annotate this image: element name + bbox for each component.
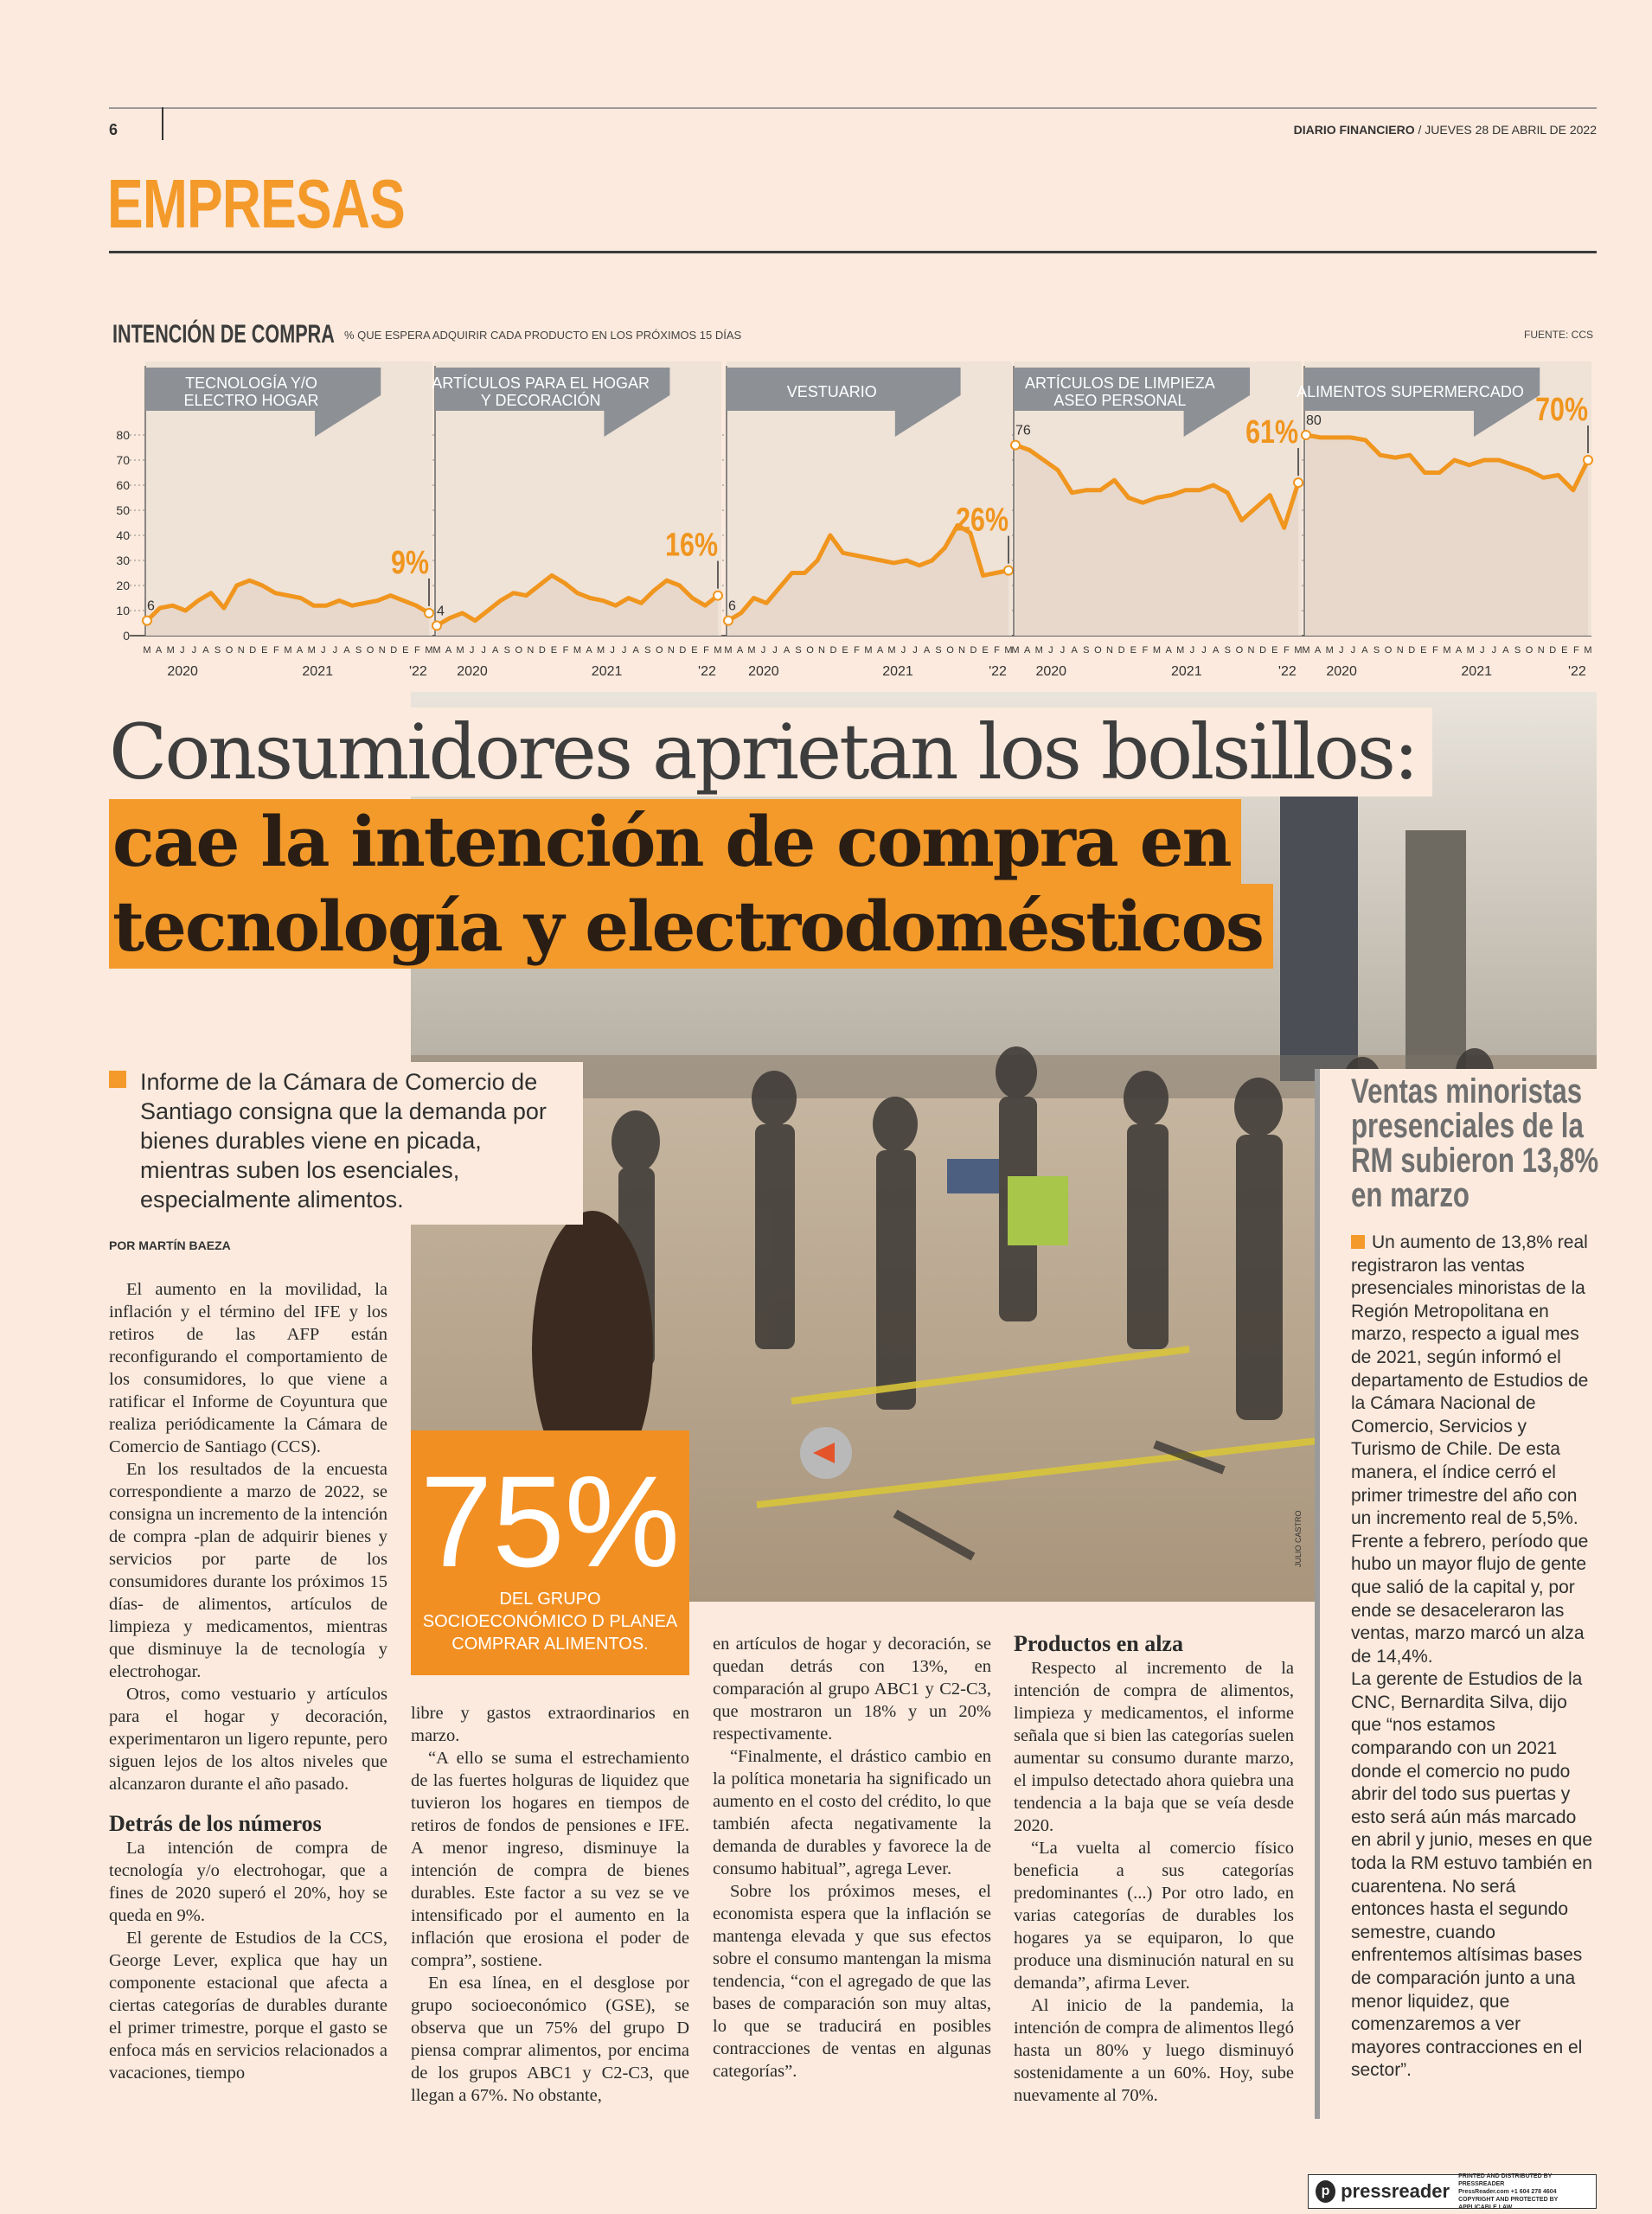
month-tick-label: A xyxy=(736,645,744,656)
year-tick-label: 2021 xyxy=(302,664,333,679)
pressreader-footer xyxy=(1308,2174,1597,2209)
month-tick-label: N xyxy=(818,645,825,656)
month-tick-label: J xyxy=(1048,645,1053,656)
year-tick-label: 2020 xyxy=(748,664,779,679)
purchase-intention-chart xyxy=(0,342,1652,688)
month-tick-label: A xyxy=(202,645,209,656)
month-tick-label: M xyxy=(1176,645,1185,656)
sidebar-paragraph xyxy=(1351,1232,1593,1668)
month-tick-label: M xyxy=(1584,645,1592,656)
start-point xyxy=(432,621,441,630)
month-tick-label: S xyxy=(214,645,221,656)
month-tick-label: A xyxy=(876,645,884,656)
month-tick-label: M xyxy=(573,645,582,656)
month-tick-label: S xyxy=(1514,645,1521,656)
end-point xyxy=(714,592,722,600)
month-tick-label: J xyxy=(180,645,185,656)
masthead xyxy=(1294,123,1597,137)
chart-source: FUENTE: CCS xyxy=(1524,329,1594,341)
month-tick-label: J xyxy=(321,645,326,656)
month-tick-label: D xyxy=(1549,645,1557,656)
notice-line: COPYRIGHT AND PROTECTED BY APPLICABLE LAW xyxy=(1458,2196,1559,2211)
month-tick-label: O xyxy=(656,645,663,656)
month-tick-label: J xyxy=(1189,645,1195,656)
month-tick-label: E xyxy=(402,645,409,656)
month-tick-label: A xyxy=(923,645,931,656)
chart-title: INTENCIÓN DE COMPRA xyxy=(112,320,335,349)
month-tick-label: M xyxy=(1325,645,1334,656)
month-tick-label: N xyxy=(1537,645,1545,656)
month-tick-label: M xyxy=(864,645,873,656)
subheading: Productos en alza xyxy=(1014,1631,1183,1656)
month-tick-label: F xyxy=(1432,645,1438,656)
month-tick-label: M xyxy=(425,645,433,656)
month-tick-label: N xyxy=(1247,645,1255,656)
paragraph: “Finalmente, el drástico cambio en la política monetaria ha significado un aumento en el costo del crédito, lo que también afecta negativamente la demanda de durables y favorece la de consumo habitual”, agrega Lever. xyxy=(713,1747,991,1878)
sidebar-body xyxy=(1351,1232,1593,2083)
highlight-text: DEL GRUPO SOCIOECONÓMICO D PLANEA COMPRAR ALIMENTOS. xyxy=(422,1590,678,1654)
end-point xyxy=(1294,478,1303,487)
y-tick-label: 70 xyxy=(116,453,130,467)
highlight-box xyxy=(411,1430,689,1675)
month-tick-label: J xyxy=(760,645,766,656)
month-tick-label: S xyxy=(1224,645,1231,656)
month-tick-label: M xyxy=(284,645,292,656)
month-tick-label: S xyxy=(795,645,802,656)
sidebar-paragraph: La gerente de Estudios de la CNC, Bernardita Silva, dijo que “nos estamos comparando con un 2021 donde el comercio no pudo abrir del todo sus puertas y esto será aún más marcado en abril y junio, meses en que toda la RM estuvo también en cuarentena. No será entonces hasta el segundo semestre, cuando enfrentemos altísimas bases de comparación junto a una menor liquidez, que comenzaremos a ver mayores contracciones en el sector”. xyxy=(1351,1669,1592,2081)
month-tick-label: A xyxy=(492,645,499,656)
end-point xyxy=(425,609,433,617)
year-tick-label: 2020 xyxy=(457,664,488,679)
paragraph: libre y gastos extraordinarios en marzo. xyxy=(411,1704,689,1745)
month-tick-label: E xyxy=(982,645,989,656)
month-tick-label: M xyxy=(307,645,316,656)
start-point xyxy=(1302,431,1310,439)
month-tick-label: F xyxy=(1573,645,1579,656)
month-tick-label: F xyxy=(562,645,569,656)
year-tick-label: 2020 xyxy=(167,664,198,679)
notice-line: PRINTED AND DISTRIBUTED BY PRESSREADER xyxy=(1458,2172,1553,2187)
end-point xyxy=(1004,566,1013,575)
month-tick-label: S xyxy=(503,645,510,656)
year-tick-label: '22 xyxy=(1567,664,1586,679)
month-tick-label: D xyxy=(538,645,546,656)
month-tick-label: N xyxy=(237,645,245,656)
month-tick-label: F xyxy=(273,645,279,656)
paragraph: Al inicio de la pandemia, la intención de compra de alimentos llegó hasta un 80% y luego disminuyó sostenidamente a un 60%. Hoy, sube nuevamente al 70%. xyxy=(1014,1996,1294,2105)
month-tick-label: J xyxy=(1339,645,1344,656)
series-tag-label: TECNOLOGÍA Y/O xyxy=(185,374,317,392)
section-rule xyxy=(109,251,1597,253)
lead-paragraph xyxy=(109,1062,583,1225)
lead-bullet-icon xyxy=(109,1071,126,1088)
page-number: 6 xyxy=(109,121,118,138)
start-value-label: 76 xyxy=(1015,423,1031,438)
month-tick-label: N xyxy=(527,645,535,656)
chart-subtitle: % QUE ESPERA ADQUIRIR CADA PRODUCTO EN LOS PRÓXIMOS 15 DÍAS xyxy=(344,329,742,342)
series-tag-label: VESTUARIO xyxy=(786,383,877,400)
month-tick-label: J xyxy=(332,645,338,656)
article-column-4 xyxy=(1014,1631,1294,2107)
series-tag-label: ELECTRO HOGAR xyxy=(183,392,319,409)
start-value-label: 6 xyxy=(147,598,155,614)
month-tick-label: D xyxy=(679,645,687,656)
month-tick-label: S xyxy=(935,645,942,656)
month-tick-label: S xyxy=(355,645,362,656)
month-tick-label: M xyxy=(166,645,175,656)
month-tick-label: O xyxy=(1094,645,1102,656)
month-tick-label: J xyxy=(912,645,918,656)
series-tag-label: ASEO PERSONAL xyxy=(1053,392,1187,409)
month-tick-label: E xyxy=(1130,645,1137,656)
y-tick-label: 80 xyxy=(116,428,130,442)
month-tick-label: M xyxy=(1004,645,1013,656)
publication-date: / JUEVES 28 DE ABRIL DE 2022 xyxy=(1414,123,1597,137)
month-tick-label: M xyxy=(747,645,756,656)
year-tick-label: 2020 xyxy=(1035,664,1067,679)
month-tick-label: J xyxy=(1201,645,1207,656)
month-tick-label: J xyxy=(621,645,627,656)
end-value-label: 70% xyxy=(1535,391,1588,428)
page-number-divider xyxy=(162,107,163,140)
month-tick-label: A xyxy=(1212,645,1220,656)
month-tick-label: M xyxy=(1443,645,1451,656)
month-tick-label: A xyxy=(1455,645,1463,656)
month-tick-label: N xyxy=(667,645,675,656)
month-tick-label: J xyxy=(1480,645,1485,656)
y-tick-label: 40 xyxy=(116,528,130,542)
top-rule xyxy=(109,107,1597,109)
month-tick-label: D xyxy=(1259,645,1267,656)
month-tick-label: E xyxy=(261,645,268,656)
month-tick-label: J xyxy=(1491,645,1497,656)
month-tick-label: J xyxy=(1060,645,1066,656)
month-tick-label: J xyxy=(610,645,615,656)
month-tick-label: M xyxy=(1011,645,1020,656)
month-tick-label: M xyxy=(596,645,605,656)
month-tick-label: A xyxy=(1361,645,1368,656)
month-tick-label: F xyxy=(703,645,709,656)
end-value-label: 26% xyxy=(956,502,1008,539)
year-tick-label: 2021 xyxy=(1171,664,1202,679)
end-value-label: 9% xyxy=(391,544,429,581)
series-tag-label: ARTÍCULOS DE LIMPIEZA xyxy=(1025,374,1215,392)
month-tick-label: O xyxy=(1525,645,1534,656)
paragraph: Sobre los próximos meses, el economista espera que la inflación se mantenga elevada y que sus efectos sobre el consumo mantengan la misma tendencia, “con el agregado de que las bases de comparación son muy altas, lo que se traducirá en posibles contracciones de ventas en algunas categorías”. xyxy=(713,1882,991,2081)
month-tick-label: M xyxy=(887,645,896,656)
month-tick-label: F xyxy=(994,645,1000,656)
pressreader-notice xyxy=(1458,2172,1596,2211)
series-tag-label: ARTÍCULOS PARA EL HOGAR xyxy=(432,374,650,392)
month-tick-label: O xyxy=(1235,645,1244,656)
sidebar-title: Ventas minoristas presenciales de la RM subieron 13,8% en marzo xyxy=(1351,1072,1599,1214)
notice-line: PressReader.com +1 604 278 4604 xyxy=(1458,2188,1557,2195)
end-value-label: 61% xyxy=(1245,413,1298,451)
start-point xyxy=(143,617,151,625)
article-column-2 xyxy=(411,1702,689,2107)
month-tick-label: A xyxy=(632,645,639,656)
byline: POR MARTÍN BAEZA xyxy=(109,1238,231,1252)
month-tick-label: M xyxy=(143,645,151,656)
month-tick-label: J xyxy=(1350,645,1356,656)
month-tick-label: J xyxy=(772,645,778,656)
month-tick-label: S xyxy=(644,645,651,656)
y-tick-label: 0 xyxy=(123,629,130,643)
headline-line-2: cae la intención de compra en xyxy=(109,799,1241,884)
year-tick-label: '22 xyxy=(698,664,716,679)
year-tick-label: '22 xyxy=(989,664,1007,679)
month-tick-label: D xyxy=(829,645,837,656)
month-tick-label: A xyxy=(586,645,592,656)
month-tick-label: N xyxy=(1396,645,1404,656)
month-tick-label: M xyxy=(1302,645,1310,656)
year-tick-label: '22 xyxy=(408,664,427,679)
paragraph: En los resultados de la encuesta correspondiente a marzo de 2022, se consigna un incremento de la intención de compra -plan de adquirir bienes y servicios por parte de los consumidores durante los próximos 15 días- de alimentos, artículos de limpieza y medicamentos, mientras que disminuye la de tecnología y electrohogar. xyxy=(109,1460,387,1681)
month-tick-label: D xyxy=(1408,645,1416,656)
year-tick-label: 2021 xyxy=(1461,664,1492,679)
sidebar-text: Un aumento de 13,8% real registraron las ventas presenciales minoristas de la Región Metropolitana en marzo, respecto a igual mes de 2021, según informó el departamento de Estudios de la Cámara Nacional de Comercio, Servicios y Turismo de Chile. De esta manera, el índice cerró el primer trimestre del año con un incremento real de 5,5%. Frente a febrero, período que hubo un mayor flujo de gente que salió de la capital y, por ende se desaceleraron las ventas, marzo marcó un alza de 14,4%. xyxy=(1351,1232,1589,1667)
month-tick-label: O xyxy=(366,645,375,656)
month-tick-label: E xyxy=(842,645,848,656)
paragraph: En esa línea, en el desglose por grupo socioeconómico (GSE), se observa que un 75% del grupo D piensa comprar alimentos, por encima de los grupos ABC1 y C2-C3, que llegan a 67%. No obstante, xyxy=(411,1974,689,2105)
start-value-label: 4 xyxy=(437,604,445,619)
start-point xyxy=(1011,441,1020,450)
photo-credit: JULIO CASTRO xyxy=(1294,1510,1303,1567)
paragraph: “La vuelta al comercio físico beneficia a sus categorías predominantes (...) Por otro lado, en varias categorías de durables los hogares ya se equiparon, lo que produce una disminución natural en su demanda”, afirma Lever. xyxy=(1014,1839,1294,1993)
sidebar-bullet-icon xyxy=(1351,1235,1365,1249)
month-tick-label: M xyxy=(1152,645,1162,656)
paragraph: Respecto al incremento de la intención de compra de alimentos, limpieza y medicamentos, el informe señala que si bien las categorías suelen aumentar su consumo durante marzo, el impulso detectado ahora quiebra una tendencia a la baja que se veía desde 2020. xyxy=(1014,1659,1294,1835)
month-tick-label: F xyxy=(414,645,420,656)
end-value-label: 16% xyxy=(665,527,719,564)
month-tick-label: D xyxy=(1117,645,1125,656)
sidebar-box xyxy=(1315,1069,1597,2119)
publication-name: DIARIO FINANCIERO xyxy=(1293,123,1415,137)
month-tick-label: M xyxy=(456,645,464,656)
month-tick-label: F xyxy=(1284,645,1290,656)
month-tick-label: A xyxy=(1023,645,1031,656)
month-tick-label: A xyxy=(296,645,304,656)
month-tick-label: E xyxy=(1271,645,1278,656)
month-tick-label: F xyxy=(854,645,860,656)
article-column-3 xyxy=(713,1633,991,2083)
pressreader-logo-icon: p xyxy=(1316,2180,1335,2203)
month-tick-label: A xyxy=(155,645,163,656)
year-tick-label: 2020 xyxy=(1326,664,1357,679)
month-tick-label: A xyxy=(1165,645,1172,656)
month-tick-label: A xyxy=(783,645,791,656)
month-tick-label: J xyxy=(469,645,475,656)
year-tick-label: 2021 xyxy=(882,664,913,679)
month-tick-label: N xyxy=(1106,645,1113,656)
month-tick-label: A xyxy=(1502,645,1509,656)
month-tick-label: M xyxy=(1034,645,1043,656)
year-tick-label: '22 xyxy=(1277,664,1297,679)
month-tick-label: O xyxy=(225,645,234,656)
month-tick-label: A xyxy=(1314,645,1322,656)
y-tick-label: 30 xyxy=(116,554,130,567)
month-tick-label: J xyxy=(191,645,197,656)
start-point xyxy=(724,617,733,625)
month-tick-label: E xyxy=(1420,645,1427,656)
pressreader-brand: pressreader xyxy=(1341,2180,1450,2202)
y-tick-label: 60 xyxy=(116,478,130,492)
paragraph: La intención de compra de tecnología y/o electrohogar, que a fines de 2020 superó el 20%, hoy se queda en 9%. xyxy=(109,1839,387,1925)
month-tick-label: A xyxy=(343,645,350,656)
y-tick-label: 50 xyxy=(116,503,130,517)
month-tick-label: A xyxy=(1071,645,1078,656)
month-tick-label: D xyxy=(249,645,257,656)
paragraph: El gerente de Estudios de la CCS, George Lever, explica que hay un componente estacional que afecta a ciertas categorías de durables durante el primer trimestre, porque el gasto se enfoca más en servicios relacionados a vacaciones, tiempo xyxy=(109,1929,387,2083)
month-tick-label: D xyxy=(390,645,398,656)
month-tick-label: M xyxy=(1466,645,1475,656)
month-tick-label: M xyxy=(432,645,441,656)
paragraph: Otros, como vestuario y artículos para el hogar y decoración, experimentaron un ligero repunte, pero siguen lejos de los altos niveles que alcanzaron durante el año pasado. xyxy=(109,1685,387,1794)
series-tag-label: ALIMENTOS SUPERMERCADO xyxy=(1297,383,1524,400)
month-tick-label: O xyxy=(1384,645,1393,656)
month-tick-label: E xyxy=(691,645,698,656)
start-value-label: 80 xyxy=(1306,413,1322,428)
month-tick-label: O xyxy=(806,645,814,656)
month-tick-label: E xyxy=(1561,645,1568,656)
month-tick-label: M xyxy=(1294,645,1303,656)
paragraph: “A ello se suma el estrechamiento de las fuertes holguras de liquidez que tuvieron los hogares en tiempos de retiros de fondos de pensiones e IFE. A menor ingreso, disminuye la intención de compra de bienes durables. Este factor a su vez se ve intensificado por el aumento en la inflación que erosiona el poder de compra”, sostiene. xyxy=(411,1749,689,1970)
month-tick-label: M xyxy=(714,645,722,656)
y-tick-label: 20 xyxy=(116,579,130,592)
month-tick-label: F xyxy=(1142,645,1149,656)
sidebar-rule xyxy=(1315,1069,1320,2119)
subheading: Detrás de los números xyxy=(109,1811,322,1836)
month-tick-label: S xyxy=(1083,645,1090,656)
month-tick-label: M xyxy=(724,645,733,656)
month-tick-label: E xyxy=(550,645,558,656)
month-tick-label: J xyxy=(481,645,486,656)
month-tick-label: D xyxy=(970,645,977,656)
paragraph: en artículos de hogar y decoración, se quedan detrás con 13%, en comparación al grupo ABC1 y C2-C3, que mostraron un 18% y un 20% respectivamente. xyxy=(713,1635,991,1744)
month-tick-label: A xyxy=(445,645,452,656)
headline-line-3: tecnología y electrodomésticos xyxy=(109,884,1273,969)
y-tick-label: 10 xyxy=(116,604,130,617)
highlight-number: 75% xyxy=(419,1449,681,1594)
section-title: EMPRESAS xyxy=(107,165,405,242)
paragraph: El aumento en la movilidad, la inflación y el término del IFE y los retiros de las AFP están reconfigurando el comportamiento de los consumidores, lo que viene a ratificar el Informe de Coyuntura que realiza periódicamente la Cámara de Comercio de Santiago (CCS). xyxy=(109,1280,387,1456)
month-tick-label: J xyxy=(900,645,906,656)
month-tick-label: N xyxy=(958,645,965,656)
lead-text: Informe de la Cámara de Comercio de Santiago consigna que la demanda por bienes durables viene en picada, mientras suben los esenciales, especialmente alimentos. xyxy=(140,1069,547,1213)
series-tag-label: Y DECORACIÓN xyxy=(480,392,601,409)
end-point xyxy=(1584,456,1592,464)
start-value-label: 6 xyxy=(728,598,736,614)
month-tick-label: O xyxy=(946,645,954,656)
month-tick-label: N xyxy=(378,645,386,656)
month-tick-label: S xyxy=(1373,645,1380,656)
month-tick-label: O xyxy=(515,645,523,656)
year-tick-label: 2021 xyxy=(591,664,623,679)
article-column-1 xyxy=(109,1278,387,2084)
headline-line-1: Consumidores aprietan los bolsillos: xyxy=(109,707,1432,797)
